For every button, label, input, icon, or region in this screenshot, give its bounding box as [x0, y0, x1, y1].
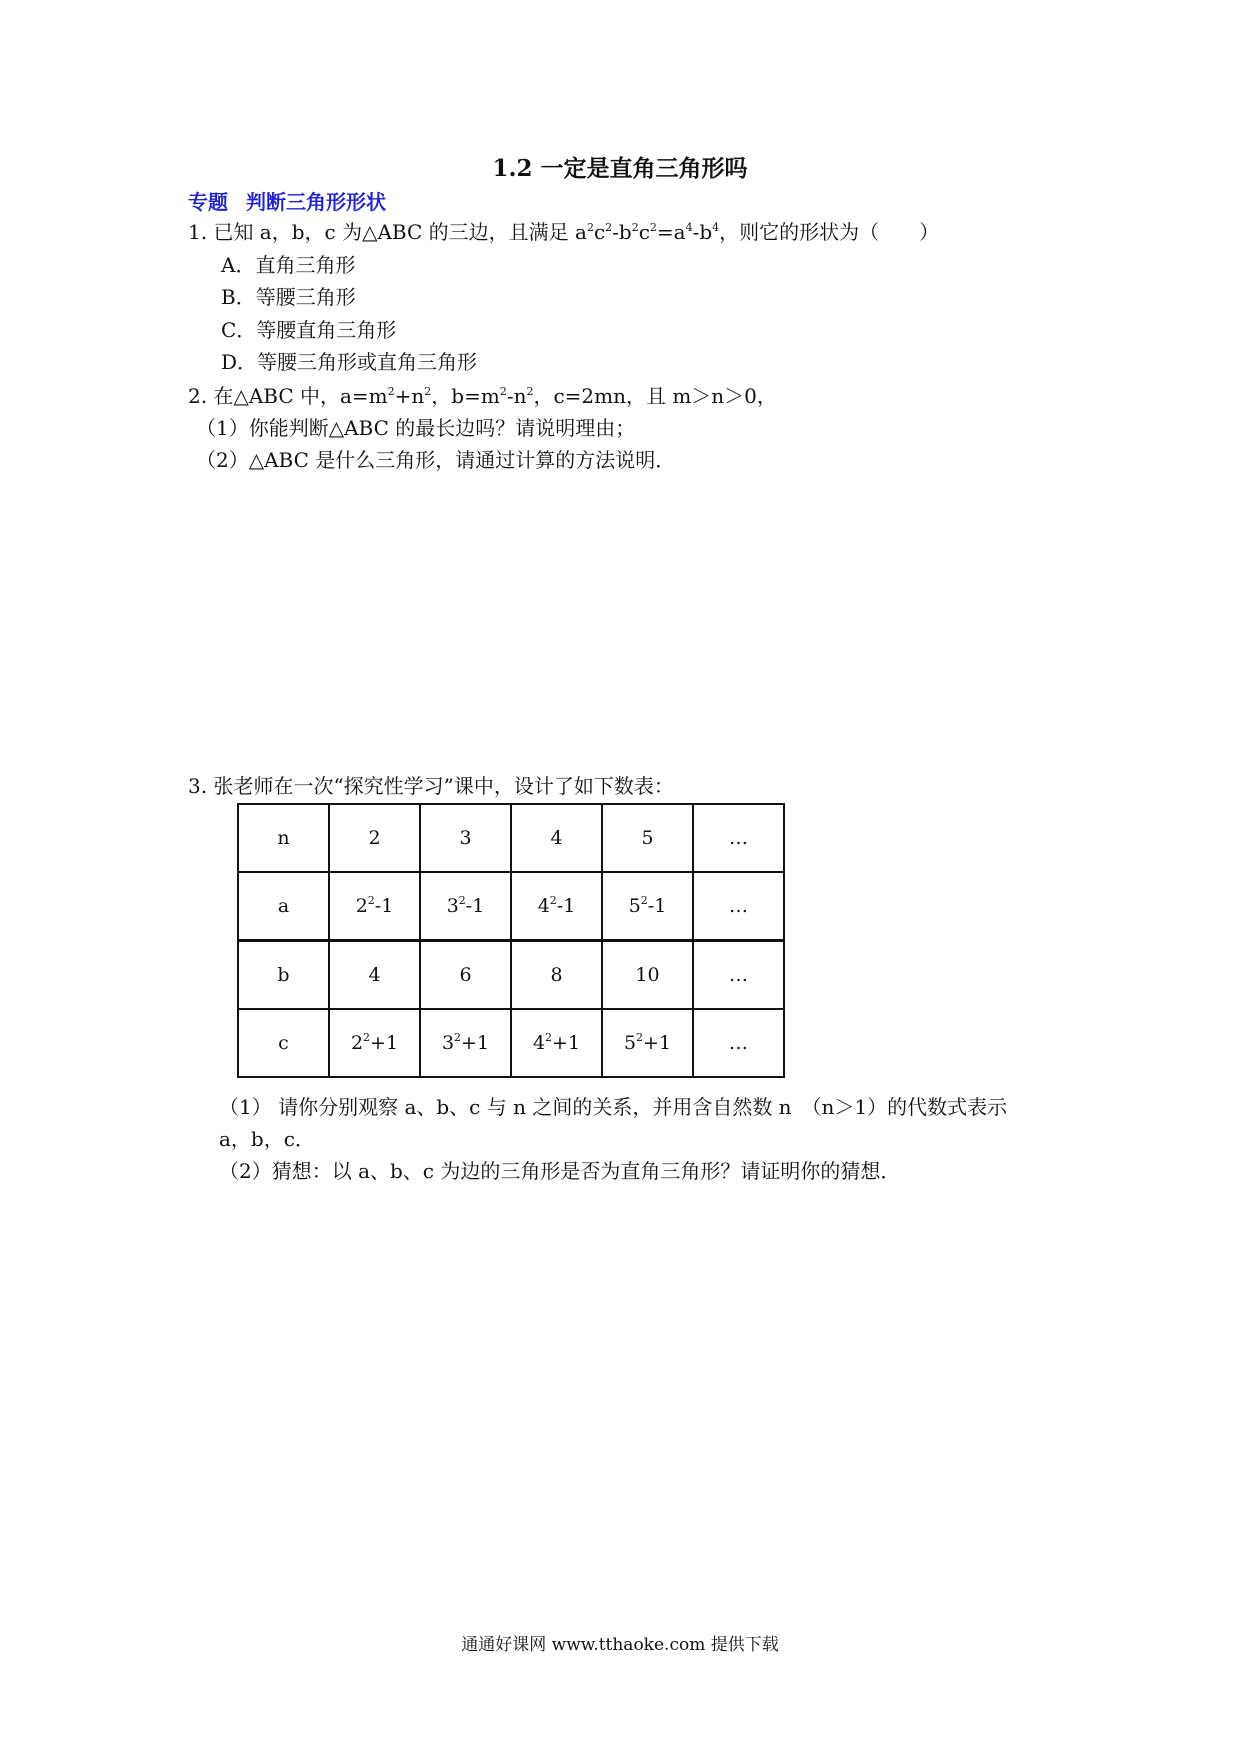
q1-number: 1. [188, 220, 208, 244]
cell-b-5: 10 [602, 941, 693, 1010]
cell-a-4: $4^2-1$ [511, 872, 602, 941]
page-title: 1.2 一定是直角三角形吗 [492, 155, 748, 182]
cell-a-label: a [238, 872, 329, 941]
q1-option-c: C．等腰直角三角形 [221, 318, 397, 342]
number-table [237, 803, 785, 1078]
cell-c-4: $4^2+1$ [511, 1009, 602, 1077]
q3-part2: （2）猜想：以 a、b、c 为边的三角形是否为直角三角形？请证明你的猜想． [219, 1159, 901, 1183]
q3-stem: 3. 张老师在一次“探究性学习”课中，设计了如下数表： [188, 774, 674, 798]
cell-a-5: $5^2-1$ [602, 872, 693, 941]
q3-part1-line2: a，b，c． [219, 1127, 315, 1151]
cell-n-5: 5 [602, 804, 693, 872]
cell-c-2: $2^2+1$ [329, 1009, 420, 1077]
q1-stem: 1. 已知 a，b，c 为△ABC 的三边，且满足 $a^2c^2-b^2c^2=a^4-b^4$，则它的形状为（ ） [188, 220, 940, 244]
table-row-a [238, 872, 784, 941]
q3-part1-line1: （1） 请你分别观察 a、b、c 与 n 之间的关系，并用含自然数 n （n＞1）的代数式表示 [219, 1095, 1008, 1119]
cell-n-2: 2 [329, 804, 420, 872]
cell-a-ellipsis: … [693, 872, 784, 941]
cell-b-label: b [238, 941, 329, 1010]
cell-n-label: n [238, 804, 329, 872]
cell-a-3: $3^2-1$ [420, 872, 511, 941]
section-heading [188, 186, 386, 215]
section-topic: 判断三角形形状 [246, 190, 386, 214]
table-row-c [238, 1009, 784, 1077]
cell-b-2: 4 [329, 941, 420, 1010]
section-label: 专题 [188, 190, 228, 214]
cell-c-label: c [238, 1009, 329, 1077]
cell-c-5: $5^2+1$ [602, 1009, 693, 1077]
q2-part1: （1）你能判断△ABC 的最长边吗？请说明理由； [196, 416, 636, 440]
table-row-n [238, 804, 784, 872]
cell-c-3: $3^2+1$ [420, 1009, 511, 1077]
cell-b-ellipsis: … [693, 941, 784, 1010]
q2-stem: 2. 在△ABC 中，$a=m^2+n^2$，$b=m^2-n^2$，c=2mn，且 m＞n＞0， [188, 384, 777, 408]
q1-option-d: D．等腰三角形或直角三角形 [221, 350, 478, 374]
table-row-b [238, 941, 784, 1010]
cell-c-ellipsis: … [693, 1009, 784, 1077]
cell-b-3: 6 [420, 941, 511, 1010]
cell-n-4: 4 [511, 804, 602, 872]
cell-b-4: 8 [511, 941, 602, 1010]
q2-part2: （2）△ABC 是什么三角形，请通过计算的方法说明． [196, 448, 676, 472]
page-footer: 通通好课网 www.tthaoke.com 提供下载 [461, 1635, 779, 1655]
q1-option-a: A．直角三角形 [221, 253, 356, 277]
cell-n-ellipsis: … [693, 804, 784, 872]
q1-option-b: B．等腰三角形 [221, 285, 356, 309]
cell-a-2: $2^2-1$ [329, 872, 420, 941]
cell-n-3: 3 [420, 804, 511, 872]
q3-number: 3. [188, 774, 208, 798]
